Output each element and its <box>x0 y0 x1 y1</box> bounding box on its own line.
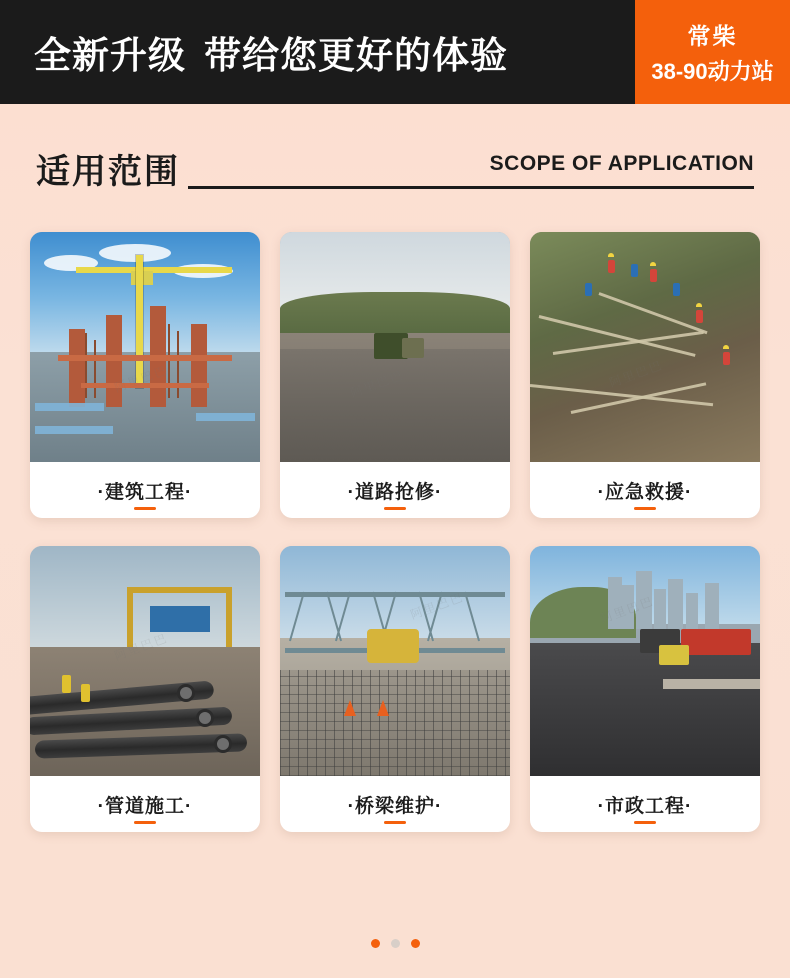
banner-title <box>0 0 635 104</box>
scope-card[interactable] <box>280 546 510 832</box>
badge-model: 38-90动力站 <box>651 59 774 84</box>
card-image-emergency-rescue <box>530 232 760 462</box>
badge-brand: 常柴 <box>687 23 738 49</box>
scope-card[interactable] <box>530 232 760 518</box>
top-banner <box>0 0 790 104</box>
scope-card[interactable] <box>530 546 760 832</box>
card-caption: ·建筑工程· <box>30 462 260 518</box>
pagination-dot[interactable] <box>371 939 380 948</box>
card-image-construction-site <box>30 232 260 462</box>
section-title-cn: 适用范围 <box>36 153 180 191</box>
pagination-dot[interactable] <box>391 939 400 948</box>
section-title-en: SCOPE OF APPLICATION <box>489 152 754 175</box>
scope-card-grid <box>30 232 760 832</box>
card-caption: ·道路抢修· <box>280 462 510 518</box>
banner-title-sub: 带给您更好的体验 <box>204 35 508 76</box>
scope-card[interactable] <box>280 232 510 518</box>
section-heading <box>36 144 754 200</box>
pagination-dot[interactable] <box>411 939 420 948</box>
section-divider <box>188 186 754 189</box>
card-image-municipal-engineering <box>530 546 760 776</box>
product-badge <box>635 0 790 104</box>
card-caption: ·桥梁维护· <box>280 776 510 832</box>
card-caption: ·应急救援· <box>530 462 760 518</box>
pagination-dots[interactable] <box>0 939 790 948</box>
scope-card[interactable] <box>30 232 260 518</box>
banner-title-main: 全新升级 <box>34 35 186 76</box>
card-image-pipeline-construction <box>30 546 260 776</box>
card-image-bridge-maintenance <box>280 546 510 776</box>
scope-card[interactable] <box>30 546 260 832</box>
card-caption: ·市政工程· <box>530 776 760 832</box>
card-caption: ·管道施工· <box>30 776 260 832</box>
card-image-road-repair <box>280 232 510 462</box>
